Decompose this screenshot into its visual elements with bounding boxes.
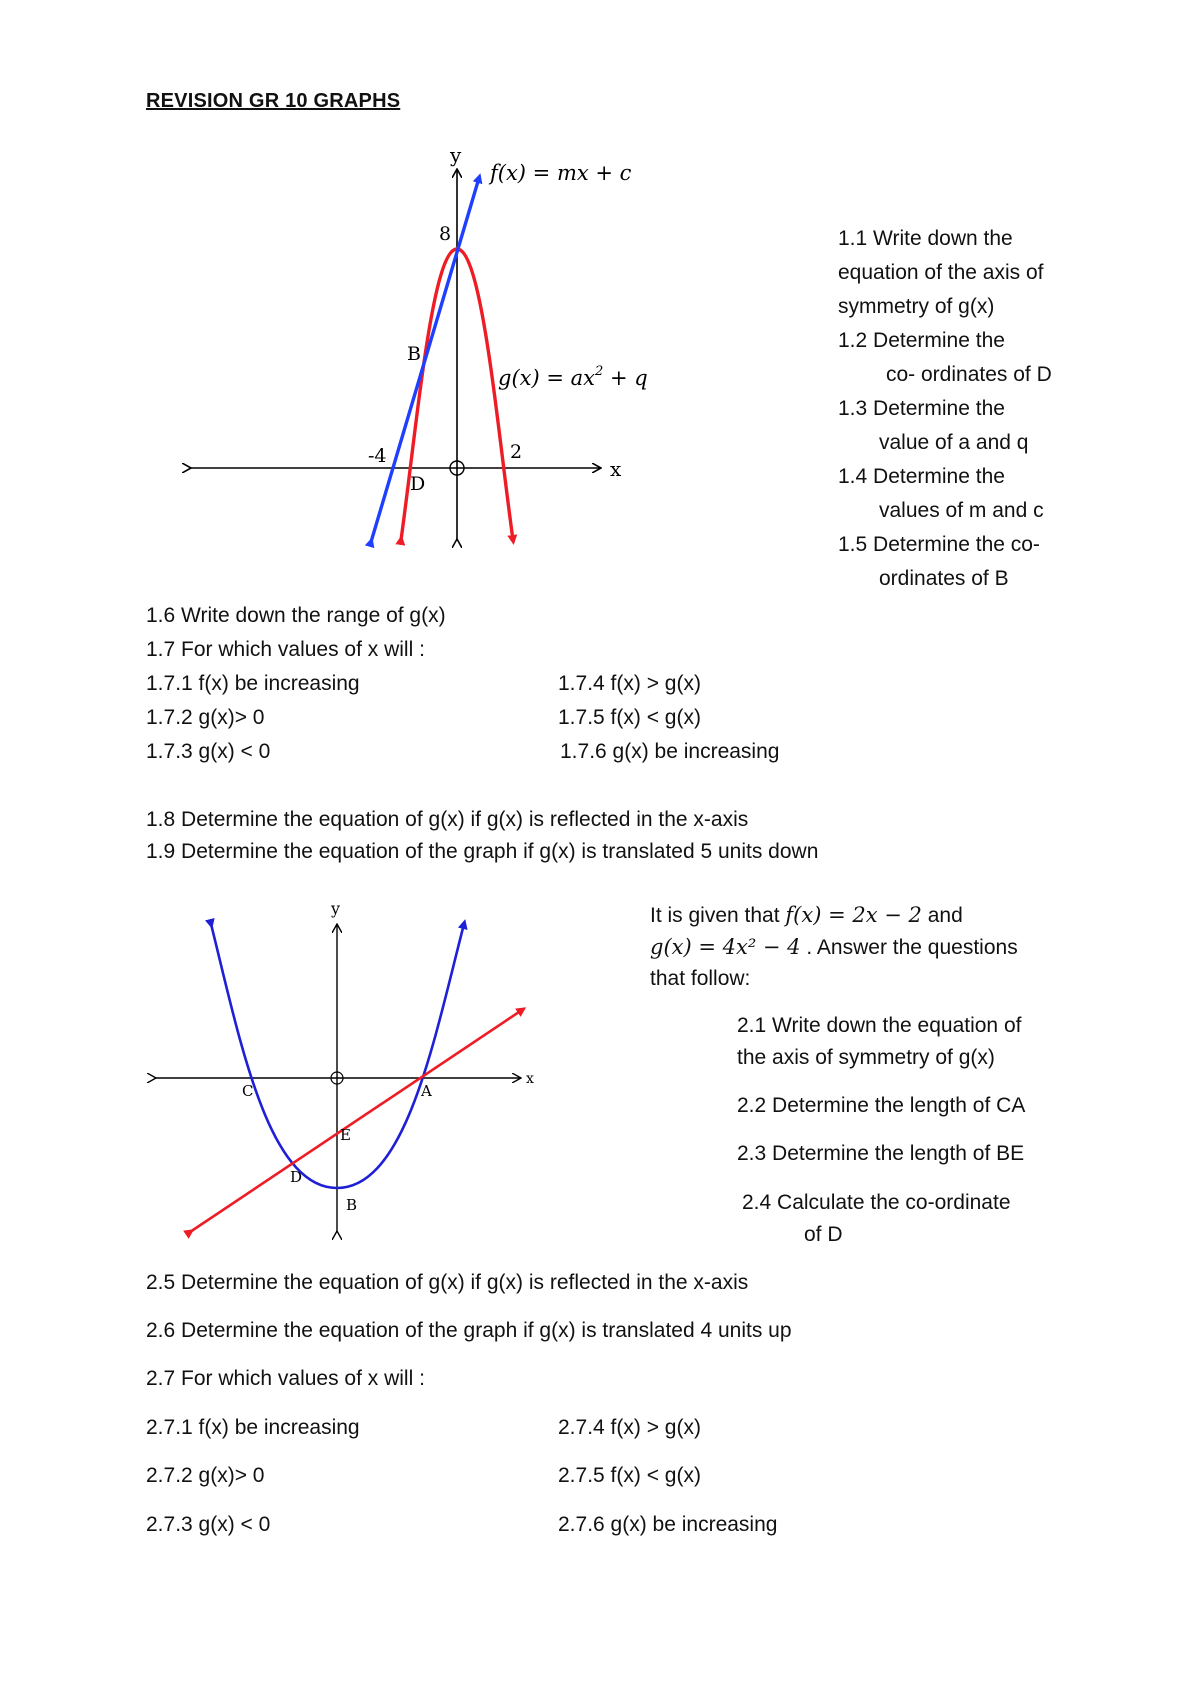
graph-2 — [0, 880, 660, 1250]
axis-x-label-1: x — [610, 457, 622, 481]
label-A: A — [421, 1082, 432, 1100]
q1-7-5: 1.7.5 f(x) < g(x) — [558, 706, 701, 729]
q2-7-2: 2.7.2 g(x)> 0 — [146, 1464, 265, 1487]
axis-y-label-1: y — [450, 143, 462, 167]
label-minus4: -4 — [368, 445, 387, 467]
label-B-2: B — [346, 1196, 358, 1214]
label-C: C — [242, 1082, 254, 1100]
f-expression: f(x) = 2x − 2 — [785, 903, 922, 927]
label-8: 8 — [439, 223, 452, 245]
q1-3a: 1.3 Determine the — [838, 397, 1005, 420]
q1-1a: 1.1 Write down the — [838, 227, 1013, 250]
q1-4a: 1.4 Determine the — [838, 465, 1005, 488]
q2-5: 2.5 Determine the equation of g(x) if g(x) is reflected in the x-axis — [146, 1271, 749, 1294]
label-D-1: D — [410, 473, 426, 495]
q1-7-1: 1.7.1 f(x) be increasing — [146, 672, 360, 695]
q1-7-6: 1.7.6 g(x) be increasing — [560, 740, 780, 763]
intro-line-3: that follow: — [650, 967, 751, 990]
q1-4b: values of m and c — [879, 499, 1044, 522]
q2-2: 2.2 Determine the length of CA — [737, 1094, 1026, 1117]
q1-5b: ordinates of B — [879, 567, 1009, 590]
intro-line-2 — [650, 932, 1018, 963]
q2-7-6: 2.7.6 g(x) be increasing — [558, 1513, 778, 1536]
q1-7-4: 1.7.4 f(x) > g(x) — [558, 672, 701, 695]
q2-7-1: 2.7.1 f(x) be increasing — [146, 1416, 360, 1439]
q1-7: 1.7 For which values of x will : — [146, 638, 425, 661]
q2-4a: 2.4 Calculate the co-ordinate — [742, 1191, 1011, 1214]
q1-9: 1.9 Determine the equation of the graph if g(x) is translated 5 units down — [146, 840, 819, 863]
q2-7-4: 2.7.4 f(x) > g(x) — [558, 1416, 701, 1439]
label-E: E — [340, 1126, 351, 1144]
page-title: REVISION GR 10 GRAPHS — [146, 90, 401, 112]
q2-1b: the axis of symmetry of g(x) — [737, 1046, 995, 1069]
label-B-1: B — [407, 343, 421, 365]
intro-pre: It is given that — [650, 904, 786, 927]
q2-1a: 2.1 Write down the equation of — [737, 1014, 1022, 1037]
q1-1b: equation of the axis of — [838, 261, 1044, 284]
q2-4b: of D — [804, 1223, 843, 1246]
intro-post: and — [921, 904, 963, 927]
q2-3: 2.3 Determine the length of BE — [737, 1142, 1025, 1165]
q1-5a: 1.5 Determine the co- — [838, 533, 1040, 556]
q2-7: 2.7 For which values of x will : — [146, 1367, 425, 1390]
label-D-2: D — [290, 1168, 303, 1186]
q1-1c: symmetry of g(x) — [838, 295, 995, 318]
g-label-1: $g(x) = ax^2 + q$ — [498, 364, 648, 390]
axis-y-label-2: y — [331, 899, 341, 918]
section1-right-questions — [838, 222, 1052, 596]
q1-6: 1.6 Write down the range of g(x) — [146, 604, 446, 627]
label-2: 2 — [510, 441, 523, 463]
q2-7-5: 2.7.5 f(x) < g(x) — [558, 1464, 701, 1487]
g-expression: g(x) = 4x² − 4 — [650, 935, 801, 959]
q1-7-2: 1.7.2 g(x)> 0 — [146, 706, 265, 729]
q1-3b: value of a and q — [879, 431, 1029, 454]
intro-line-1 — [650, 900, 963, 931]
q1-7-3: 1.7.3 g(x) < 0 — [146, 740, 271, 763]
intro-line-2-post: . Answer the questions — [800, 936, 1018, 959]
q1-2b: co- ordinates of D — [886, 363, 1052, 386]
q1-2a: 1.2 Determine the — [838, 329, 1005, 352]
f-label-1: f(x) = mx + c — [490, 161, 632, 185]
axis-x-label-2: x — [526, 1071, 534, 1087]
q2-6: 2.6 Determine the equation of the graph if g(x) is translated 4 units up — [146, 1319, 792, 1342]
q2-7-3: 2.7.3 g(x) < 0 — [146, 1513, 271, 1536]
q1-8: 1.8 Determine the equation of g(x) if g(x) is reflected in the x-axis — [146, 808, 749, 831]
